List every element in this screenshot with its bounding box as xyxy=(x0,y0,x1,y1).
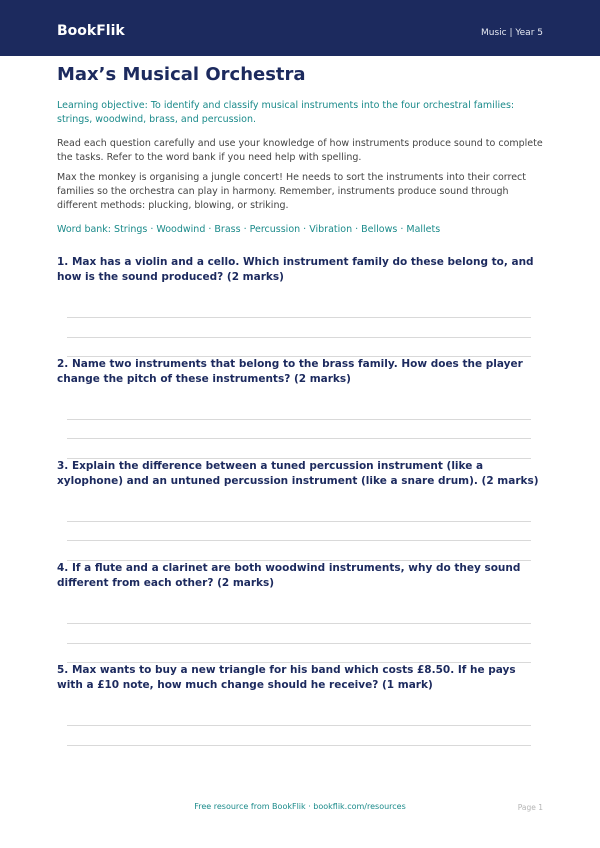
learning-objective: Learning objective: To identify and classify musical instruments into the four orchestral families: strings, woodwind, brass, and percussion. xyxy=(57,100,515,125)
question-3: 3. Explain the difference between a tuned percussion instrument (like a xylophone) and an untuned percussion instrument (like a snare drum). (2 marks) xyxy=(57,460,539,487)
question-1: 1. Max has a violin and a cello. Which instrument family do these belong to, and how is the sound produced? (2 marks) xyxy=(57,256,534,283)
question-2: 2. Name two instruments that belong to the brass family. How does the player change the pitch of these instruments? (2 marks) xyxy=(57,358,523,385)
answer-line[interactable] xyxy=(67,623,531,624)
answer-line[interactable] xyxy=(67,643,531,644)
word-bank: Word bank: Strings · Woodwind · Brass · Percussion · Vibration · Bellows · Mallets xyxy=(57,224,441,235)
worksheet-title: Max’s Musical Orchestra xyxy=(57,64,306,85)
subject-year-label: Music | Year 5 xyxy=(480,28,543,38)
question-5: 5. Max wants to buy a new triangle for his band which costs £8.50. If he pays with a £10 note, how much change should he receive? (1 mark) xyxy=(57,664,516,691)
answer-line[interactable] xyxy=(67,725,531,726)
answer-line[interactable] xyxy=(67,438,531,439)
answer-line[interactable] xyxy=(67,419,531,420)
answer-line[interactable] xyxy=(67,521,531,522)
page-number: Page 1 xyxy=(517,803,543,812)
instructions-paragraph: Read each question carefully and use your knowledge of how instruments produce sound to complete the tasks. Refer to the word bank if you need help with spelling. xyxy=(57,138,543,163)
brand-logo: BookFlik xyxy=(57,23,125,39)
answer-line[interactable] xyxy=(67,317,531,318)
answer-line[interactable] xyxy=(67,745,531,746)
answer-line[interactable] xyxy=(67,540,531,541)
answer-line[interactable] xyxy=(67,337,531,338)
question-4: 4. If a flute and a clarinet are both woodwind instruments, why do they sound different from each other? (2 marks) xyxy=(57,562,521,589)
page-header xyxy=(0,0,600,56)
footer-link[interactable]: Free resource from BookFlik · bookflik.com/resources xyxy=(194,802,406,811)
story-paragraph: Max the monkey is organising a jungle concert! He needs to sort the instruments into their correct families so the orchestra can play in harmony. Remember, instruments produce sound through different methods: plucking, blowing, or striking. xyxy=(57,172,526,211)
